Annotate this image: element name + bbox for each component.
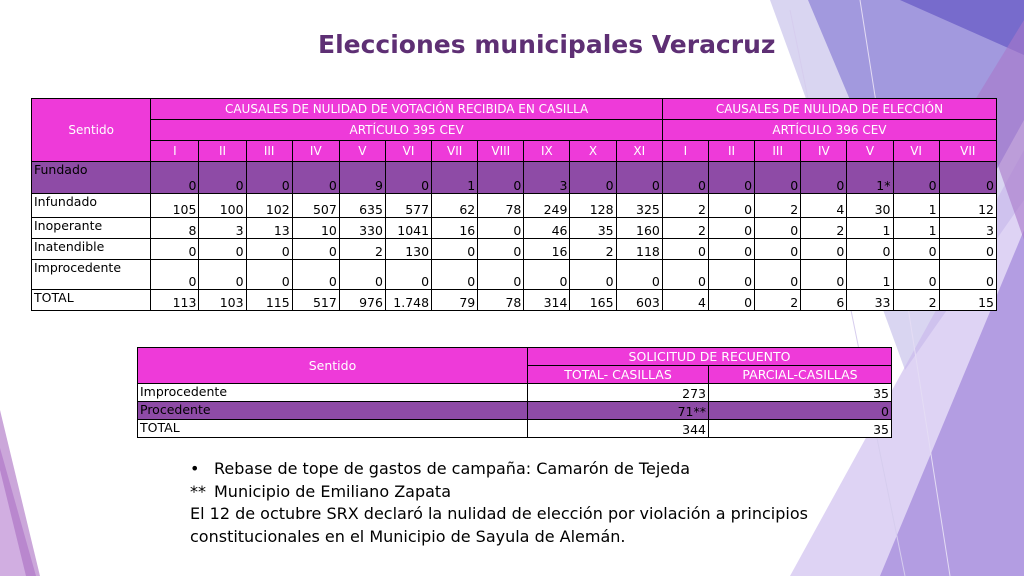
row-label: Procedente: [138, 402, 528, 420]
row-label: Inatendible: [32, 239, 151, 260]
cell-value: 577: [385, 194, 431, 218]
group1-subtitle: ARTÍCULO 395 CEV: [151, 120, 663, 141]
recuento-table: [137, 347, 892, 438]
cell-value: 35: [570, 218, 616, 239]
group2-title: CAUSALES DE NULIDAD DE ELECCIÓN: [662, 99, 996, 120]
note-text: Rebase de tope de gastos de campaña: Camarón de Tejeda: [214, 459, 691, 478]
cell-value: 344: [528, 420, 709, 438]
cell-value: 115: [246, 290, 292, 311]
cell-value: 0: [246, 239, 292, 260]
column-header: VII: [939, 141, 996, 162]
cell-value: 103: [199, 290, 246, 311]
parcial-casillas-header: PARCIAL-CASILLAS: [709, 366, 892, 384]
cell-value: 1.748: [385, 290, 431, 311]
cell-value: 2: [755, 194, 801, 218]
cell-value: 0: [709, 162, 755, 194]
cell-value: 0: [151, 162, 199, 194]
cell-value: 128: [570, 194, 616, 218]
cell-value: 0: [755, 218, 801, 239]
cell-value: 0: [939, 162, 996, 194]
cell-value: 0: [709, 194, 755, 218]
cell-value: 16: [432, 218, 478, 239]
cell-value: 4: [801, 194, 847, 218]
cell-value: 79: [432, 290, 478, 311]
cell-value: 6: [801, 290, 847, 311]
recuento-title: SOLICITUD DE RECUENTO: [528, 348, 892, 366]
cell-value: 0: [662, 260, 708, 290]
sentido-header-2: Sentido: [138, 348, 528, 384]
group1-title: CAUSALES DE NULIDAD DE VOTACIÓN RECIBIDA EN CASILLA: [151, 99, 663, 120]
cell-value: 2: [570, 239, 616, 260]
cell-value: 507: [292, 194, 339, 218]
cell-value: 16: [524, 239, 570, 260]
cell-value: 2: [339, 239, 385, 260]
cell-value: 0: [432, 239, 478, 260]
cell-value: 0: [893, 162, 939, 194]
cell-value: 0: [199, 239, 246, 260]
column-header: VI: [385, 141, 431, 162]
cell-value: 0: [478, 239, 524, 260]
column-header: II: [199, 141, 246, 162]
cell-value: 10: [292, 218, 339, 239]
cell-value: 2: [755, 290, 801, 311]
column-header: VIII: [478, 141, 524, 162]
table-row: [32, 239, 997, 260]
column-header: VI: [893, 141, 939, 162]
cell-value: 0: [801, 239, 847, 260]
cell-value: 314: [524, 290, 570, 311]
cell-value: 0: [292, 239, 339, 260]
cell-value: 0: [755, 239, 801, 260]
cell-value: 0: [385, 260, 431, 290]
footnote-marker: **: [190, 481, 206, 501]
column-header: VII: [432, 141, 478, 162]
bullet-icon: •: [190, 459, 200, 478]
row-label: Inoperante: [32, 218, 151, 239]
column-header: IV: [801, 141, 847, 162]
cell-value: 2: [893, 290, 939, 311]
column-header: V: [339, 141, 385, 162]
column-header: I: [662, 141, 708, 162]
cell-value: 1: [893, 194, 939, 218]
cell-value: 2: [662, 218, 708, 239]
nulidad-table: [31, 98, 997, 311]
nulidad-table-body: [32, 162, 997, 311]
cell-value: 1: [847, 218, 893, 239]
cell-value: 0: [893, 260, 939, 290]
cell-value: 160: [616, 218, 662, 239]
cell-value: 105: [151, 194, 199, 218]
cell-value: 1: [432, 162, 478, 194]
cell-value: 102: [246, 194, 292, 218]
column-header: V: [847, 141, 893, 162]
cell-value: 0: [339, 260, 385, 290]
cell-value: 1041: [385, 218, 431, 239]
cell-value: 0: [709, 290, 755, 311]
column-header-row: [32, 141, 997, 162]
cell-value: 517: [292, 290, 339, 311]
cell-value: 35: [709, 384, 892, 402]
cell-value: 330: [339, 218, 385, 239]
cell-value: 71**: [528, 402, 709, 420]
table-row: [32, 162, 997, 194]
cell-value: 100: [199, 194, 246, 218]
cell-value: 0: [616, 162, 662, 194]
cell-value: 0: [432, 260, 478, 290]
cell-value: 0: [662, 239, 708, 260]
cell-value: 113: [151, 290, 199, 311]
note-line-4: constitucionales en el Municipio de Sayula de Alemán.: [190, 526, 626, 546]
cell-value: 0: [939, 239, 996, 260]
page-title: Elecciones municipales Veracruz: [318, 30, 776, 59]
cell-value: 15: [939, 290, 996, 311]
cell-value: 4: [662, 290, 708, 311]
cell-value: 0: [709, 260, 755, 290]
cell-value: 0: [709, 239, 755, 260]
cell-value: 0: [893, 239, 939, 260]
note-line-2: [190, 481, 808, 504]
cell-value: 33: [847, 290, 893, 311]
cell-value: 0: [801, 260, 847, 290]
cell-value: 0: [385, 162, 431, 194]
column-header: X: [570, 141, 616, 162]
sentido-header: Sentido: [32, 99, 151, 162]
cell-value: 0: [478, 218, 524, 239]
table-row: [138, 384, 892, 402]
cell-value: 0: [847, 239, 893, 260]
cell-value: 0: [570, 162, 616, 194]
note-text: Municipio de Emiliano Zapata: [214, 481, 451, 501]
cell-value: 78: [478, 290, 524, 311]
total-casillas-header: TOTAL- CASILLAS: [528, 366, 709, 384]
table-row: [32, 194, 997, 218]
cell-value: 30: [847, 194, 893, 218]
cell-value: 0: [709, 402, 892, 420]
cell-value: 0: [292, 260, 339, 290]
group2-subtitle: ARTÍCULO 396 CEV: [662, 120, 996, 141]
table-row: [32, 260, 997, 290]
cell-value: 3: [939, 218, 996, 239]
cell-value: 0: [199, 260, 246, 290]
cell-value: 1: [893, 218, 939, 239]
table-row: [32, 218, 997, 239]
cell-value: 0: [616, 260, 662, 290]
cell-value: 0: [755, 162, 801, 194]
cell-value: 8: [151, 218, 199, 239]
cell-value: 0: [662, 162, 708, 194]
column-header: IV: [292, 141, 339, 162]
cell-value: 12: [939, 194, 996, 218]
cell-value: 0: [478, 260, 524, 290]
cell-value: 0: [246, 162, 292, 194]
cell-value: 46: [524, 218, 570, 239]
cell-value: 118: [616, 239, 662, 260]
cell-value: 0: [478, 162, 524, 194]
column-header: III: [755, 141, 801, 162]
row-label: Improcedente: [138, 384, 528, 402]
cell-value: 2: [801, 218, 847, 239]
cell-value: 78: [478, 194, 524, 218]
cell-value: 3: [199, 218, 246, 239]
column-header: IX: [524, 141, 570, 162]
cell-value: 0: [151, 260, 199, 290]
notes-block: [190, 458, 808, 548]
cell-value: 325: [616, 194, 662, 218]
cell-value: 0: [524, 260, 570, 290]
cell-value: 273: [528, 384, 709, 402]
table-row: [138, 402, 892, 420]
cell-value: 13: [246, 218, 292, 239]
table-row: [32, 290, 997, 311]
column-header: XI: [616, 141, 662, 162]
cell-value: 3: [524, 162, 570, 194]
cell-value: 165: [570, 290, 616, 311]
note-line-1: [190, 458, 808, 481]
row-label: TOTAL: [138, 420, 528, 438]
cell-value: 2: [662, 194, 708, 218]
cell-value: 9: [339, 162, 385, 194]
column-header: III: [246, 141, 292, 162]
cell-value: 0: [709, 218, 755, 239]
row-label: TOTAL: [32, 290, 151, 311]
cell-value: 0: [939, 260, 996, 290]
cell-value: 1*: [847, 162, 893, 194]
row-label: Infundado: [32, 194, 151, 218]
cell-value: 249: [524, 194, 570, 218]
column-header: I: [151, 141, 199, 162]
cell-value: 0: [246, 260, 292, 290]
cell-value: 130: [385, 239, 431, 260]
note-line-3: El 12 de octubre SRX declaró la nulidad de elección por violación a principios: [190, 504, 808, 523]
cell-value: 635: [339, 194, 385, 218]
cell-value: 35: [709, 420, 892, 438]
row-label: Improcedente: [32, 260, 151, 290]
cell-value: 62: [432, 194, 478, 218]
cell-value: 0: [801, 162, 847, 194]
cell-value: 0: [570, 260, 616, 290]
table-row: [138, 420, 892, 438]
cell-value: 0: [292, 162, 339, 194]
cell-value: 1: [847, 260, 893, 290]
cell-value: 603: [616, 290, 662, 311]
cell-value: 976: [339, 290, 385, 311]
cell-value: 0: [151, 239, 199, 260]
cell-value: 0: [755, 260, 801, 290]
row-label: Fundado: [32, 162, 151, 194]
column-header: II: [709, 141, 755, 162]
cell-value: 0: [199, 162, 246, 194]
